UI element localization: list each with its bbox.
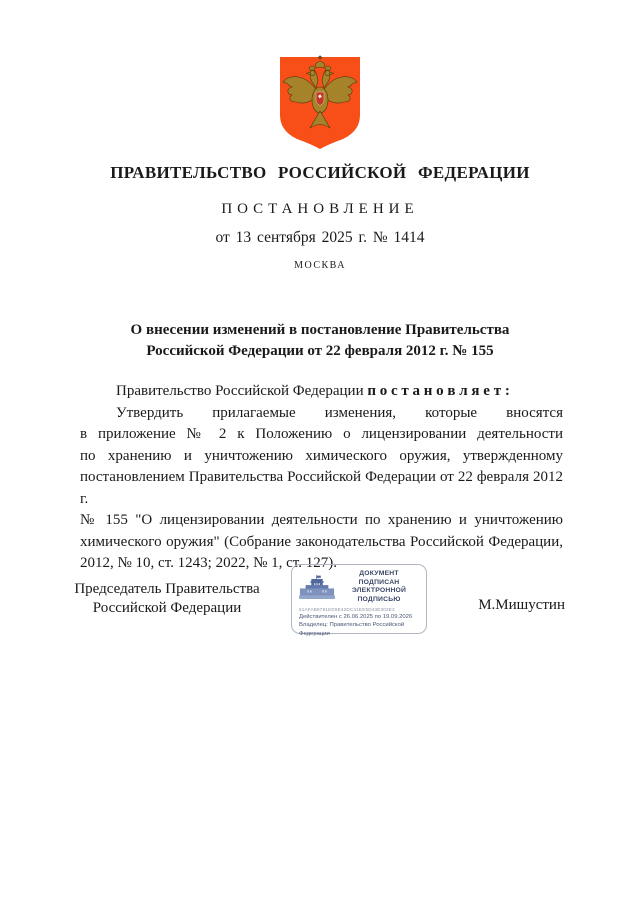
body-line: 2012, № 10, ст. 1243; 2022, № 1, ст. 127). <box>80 555 337 571</box>
document-title-line2: Российской Федерации от 22 февраля 2012 г. № 155 <box>146 343 494 359</box>
body-paragraph <box>80 381 563 575</box>
stamp-header <box>299 570 419 604</box>
city-label: МОСКВА <box>294 260 346 271</box>
body-line: по хранению и уничтожению химического оружия, утвержденному <box>80 447 563 464</box>
esignature-stamp <box>291 564 427 637</box>
body-line: № 155 "О лицензировании деятельности по хранению и уничтожению <box>80 512 563 528</box>
stamp-validity: Действителен с 26.06.2025 по 19.09.2026 <box>299 613 413 620</box>
decree-word: п о с т а н о в л я е т : <box>367 383 510 399</box>
date-number-line: от 13 сентября 2025 г. № 1414 <box>215 229 425 246</box>
signatory-position <box>74 580 260 617</box>
body-line: постановлением Правительства Российской Федерации от 22 февраля 2012 г. <box>80 469 563 507</box>
stamp-title-line2: ЭЛЕКТРОННОЙ ПОДПИСЬЮ <box>351 587 407 603</box>
signatory-position-line1: Председатель Правительства <box>74 581 260 597</box>
signatory-name: М.Мишустин <box>478 597 565 613</box>
document-type: ПОСТАНОВЛЕНИЕ <box>221 201 419 217</box>
preamble-line <box>80 381 563 403</box>
body-line: Утвердить прилагаемые изменения, которые вносятся <box>116 404 563 421</box>
document-title-line1: О внесении изменений в постановление Правительства <box>130 322 510 338</box>
stamp-certificate-hash: 51AFAB8781ED9E42DC41EE5D43E303E3 <box>299 607 395 612</box>
preamble-text: Правительство Российской Федерации <box>116 383 368 399</box>
body-line: в приложение № 2 к Положению о лицензировании деятельности <box>80 426 563 442</box>
signatory-position-line2: Российской Федерации <box>92 599 242 616</box>
stamp-owner-line2: Федерации <box>299 630 330 637</box>
document-title <box>0 320 640 362</box>
russia-coat-of-arms-icon <box>277 55 363 151</box>
body-line: химического оружия" (Собрание законодательства Российской Федерации, <box>80 533 563 550</box>
stamp-owner-line1: Владелец: Правительство Российской <box>299 622 405 628</box>
stamp-title-line1: ДОКУМЕНТ ПОДПИСАН <box>358 570 400 586</box>
stamp-title <box>339 570 419 604</box>
issuer-name: ПРАВИТЕЛЬСТВО РОССИЙСКОЙ ФЕДЕРАЦИИ <box>110 163 530 182</box>
government-building-icon <box>299 575 335 599</box>
